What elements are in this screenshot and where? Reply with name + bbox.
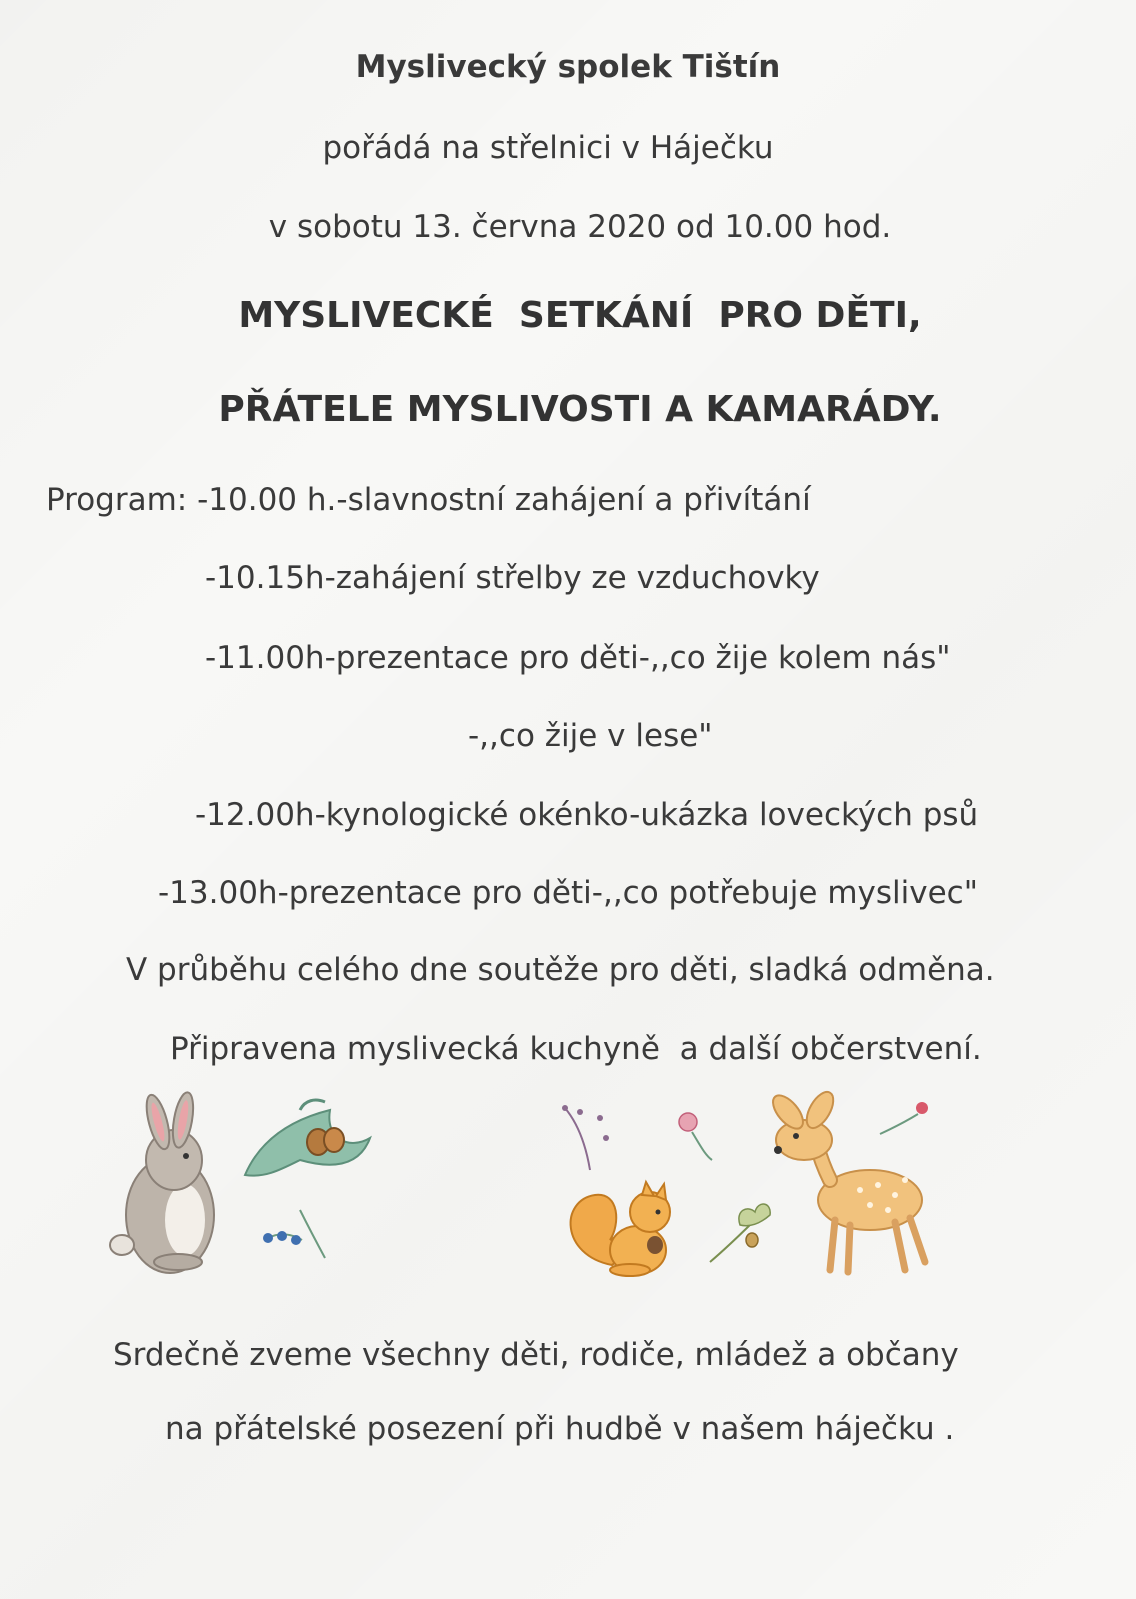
program-note: Připravena myslivecká kuchyně a další občerstvení.	[170, 1031, 982, 1067]
headline-line-1: MYSLIVECKÉ SETKÁNÍ PRO DĚTI,	[238, 295, 922, 336]
invitation-line-1: Srdečně zveme všechny děti, rodiče, mládež a občany	[113, 1337, 959, 1373]
berries-icon	[263, 1210, 325, 1258]
headline-line-2: PŘÁTELE MYSLIVOSTI A KAMARÁDY.	[218, 389, 942, 430]
program-line: -10.15h-zahájení střelby ze vzduchovky	[205, 560, 820, 596]
event-date: v sobotu 13. června 2020 od 10.00 hod.	[268, 209, 892, 245]
program-line: Program: -10.00 h.-slavnostní zahájení a přivítání	[46, 482, 811, 518]
program-line: -11.00h-prezentace pro děti-,,co žije kolem nás"	[205, 640, 951, 676]
rabbit-icon	[110, 1091, 214, 1273]
organizer-title: Myslivecký spolek Tištín	[355, 49, 781, 85]
squirrel-icon	[571, 1182, 670, 1276]
program-line: -,,co žije v lese"	[468, 718, 713, 754]
invitation-line-2: na přátelské posezení při hudbě v našem háječku .	[165, 1411, 955, 1447]
leaf-acorn-icon	[245, 1100, 370, 1176]
program-line: -12.00h-kynologické okénko-ukázka loveckých psů	[195, 797, 979, 833]
hosts-line: pořádá na střelnici v Háječku	[322, 130, 774, 166]
flowers-icon	[562, 1102, 928, 1170]
program-note: V průběhu celého dne soutěže pro děti, sladká odměna.	[126, 952, 995, 988]
program-line: -13.00h-prezentace pro děti-,,co potřebuje myslivec"	[158, 875, 978, 911]
fawn-icon	[767, 1088, 925, 1272]
oak-leaf-icon	[710, 1204, 770, 1262]
